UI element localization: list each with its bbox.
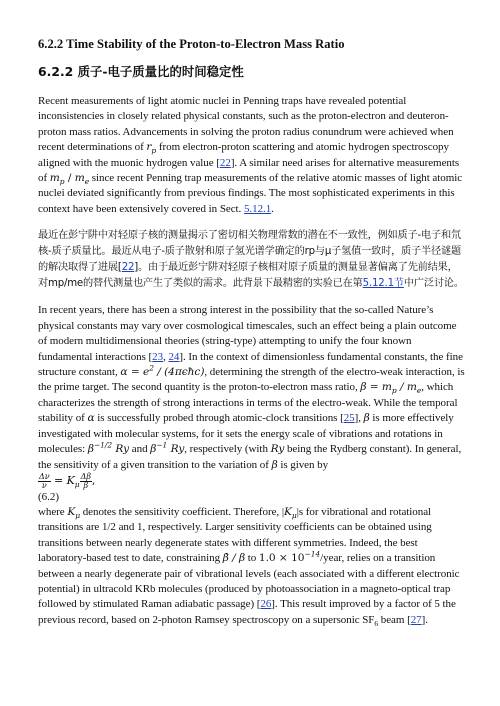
text: is more effectively investigated with molecular systems, for it sets the energy scale of vibrations and rotations in molecules:	[38, 412, 454, 456]
math-superscript: −1	[156, 440, 168, 450]
text: where	[38, 505, 68, 518]
math-rp	[146, 141, 157, 156]
citation-link[interactable]: 23	[152, 350, 164, 363]
math-subscript: e	[84, 177, 90, 187]
math-subscript: μ	[75, 511, 81, 521]
math-symbol: Ry	[167, 443, 185, 456]
text: , respectively (with	[184, 443, 271, 456]
fraction-numerator: Δν	[39, 471, 50, 481]
text: .	[271, 202, 274, 215]
citation-link[interactable]: 24	[168, 350, 180, 363]
math-subscript: μ	[291, 511, 297, 521]
math-subscript: μ	[74, 480, 80, 490]
math-limit-value	[258, 549, 321, 565]
text: In recent years, there has been a strong interest in the possibility that the so-called Nature’s physical constants may vary over cosmological timescales, such an effect being a plain outcome of modern multidimensional theories (string-type) attempting to unify the four known fundamental interactions [	[38, 304, 457, 363]
math-vibration-scale	[87, 440, 130, 456]
math-beta-definition	[360, 381, 422, 396]
math-mass-ratio	[49, 172, 90, 187]
text: , determining the strength of the electro-weak interaction, is the prime target. The second quantity is the proton-to-electron mass ratio,	[38, 366, 465, 394]
math-symbol: Ry	[112, 443, 130, 456]
document-page	[38, 30, 466, 639]
text: 中广泛讨论。	[403, 277, 464, 289]
citation-link[interactable]: 27	[410, 613, 422, 626]
text: ]. A similar need arises for alternative measurements of	[38, 156, 460, 185]
text: |s for vibrational and rotational transitions are 1/2 and 1, respectively. Larger sensitivity coefficients can be obtained using transitions between nearly degenerate states with different symmetries. Indeed, the best laboratory-based test to date, constraining	[38, 505, 432, 565]
fraction-numerator: Δβ	[80, 471, 91, 481]
math-superscript: −14	[304, 549, 321, 559]
text: since recent Penning trap measurements of the relative atomic masses of light atomic nuclei deviated significantly from previous findings. The most sophisticated experiments in this context have been extensively covered in Sect.	[38, 172, 463, 215]
math-symbol: / m	[396, 381, 417, 394]
math-symbol: α = e	[120, 366, 150, 379]
math-rotation-scale	[150, 440, 185, 456]
paragraph-2-en	[38, 303, 466, 489]
sf6-subscript: 6	[374, 618, 379, 628]
math-symbol: = K	[50, 474, 75, 488]
math-symbol: β	[87, 443, 94, 456]
text: 最近在彭宁阱中对轻原子核的测量揭示了密切相关物理常数的潜在不一致性，例如质子-电子和氘核-质子质量比。最近从电子-质子散射和原子氢光谱学确定的rp与μ子氢值一致时，质子半径谜题的解决取得了进展[	[38, 230, 461, 273]
text: denotes the sensitivity coefficient. Therefore, |	[80, 505, 284, 518]
citation-link[interactable]: 22	[121, 261, 135, 273]
math-alpha: α	[87, 412, 95, 425]
section-link[interactable]: 5.12.1节	[362, 277, 404, 289]
math-symbol: / (4πϵħc)	[153, 366, 205, 379]
citation-link[interactable]: 26	[260, 598, 272, 611]
section-heading-en: 6.2.2 Time Stability of the Proton-to-Electron Mass Ratio	[38, 37, 345, 51]
math-beta: β	[363, 412, 370, 425]
math-superscript: 2	[149, 363, 154, 373]
math-subscript: e	[416, 386, 422, 396]
citation-link[interactable]: 25	[343, 412, 355, 425]
math-k-mu	[283, 505, 297, 521]
math-beta-dot-ratio: β̇ / β	[222, 552, 246, 565]
text: from electron-proton scattering and atomic hydrogen spectroscopy aligned with the muonic hydrogen value [	[38, 141, 449, 169]
text: ].	[421, 613, 428, 626]
math-symbol: β = m	[360, 381, 392, 394]
text: ]. This result improved by a factor of 5 the previous record, based on 2-photon Ramsey spectroscopy on a supersonic SF	[38, 598, 456, 626]
text: is successfully probed through atomic-clock transitions [	[94, 412, 344, 425]
math-rydberg: Ry	[270, 443, 285, 456]
text: ],	[354, 412, 364, 425]
text: being the Rydberg constant). In general, the sensitivity of a given transition to the variation of	[38, 443, 462, 471]
equation-number: (6.2)	[38, 490, 60, 503]
citation-link[interactable]: 22	[219, 156, 231, 169]
fraction-delta-nu	[38, 473, 51, 490]
fraction-denominator: β	[83, 480, 89, 490]
math-symbol: m	[74, 172, 85, 185]
equation-sensitivity	[38, 471, 96, 490]
math-symbol: β	[150, 443, 157, 456]
math-subscript: p	[59, 177, 65, 187]
paragraph-1-zh	[38, 228, 466, 291]
math-punctuation: ,	[91, 474, 96, 488]
paragraph-3-en	[38, 505, 466, 628]
math-symbol: K	[283, 505, 292, 518]
math-symbol: K	[67, 505, 76, 518]
text: to	[245, 552, 259, 565]
paragraph-1-en	[38, 94, 466, 217]
math-number: 1.0 × 10	[258, 552, 305, 565]
text: ]. In the context of dimensionless fundamental constants, the fine structure constant,	[38, 350, 463, 379]
math-beta: β	[271, 458, 278, 471]
text: Recent measurements of light atomic nuclei in Penning traps have revealed potential inconsistencies in closely related physical constants, such as the proton-electron and deuteron-proton mass ratios. Advancements in solving the proton radius conundrum were achieved when recent determinations of	[38, 95, 454, 154]
fraction-denominator: ν	[41, 480, 47, 490]
math-alpha-definition	[120, 363, 205, 379]
math-symbol: r	[146, 141, 152, 154]
section-link[interactable]: 5.12.1	[243, 202, 272, 215]
text: and	[129, 443, 151, 456]
text: , which characterizes the strength of strong interactions in terms of the electro-weak. While the temporal stability of	[38, 381, 458, 425]
math-subscript: p	[151, 146, 157, 156]
math-k-mu	[67, 505, 81, 521]
section-heading-zh: 6.2.2 质子-电子质量比的时间稳定性	[38, 64, 244, 79]
text: ]。由于最近彭宁阱对轻原子核相对原子质量的测量显著偏离了先前结果，对mp/me的替代测量也产生了类似的需求。此背景下最精密的实验已在第	[38, 261, 458, 289]
math-subscript: p	[391, 386, 397, 396]
text: /year, relies on a transition between a nearly degenerate pair of vibrational levels (each associated with a different electronic potential) in ultracold KRb molecules (produced by photoassociation in a magneto-optical trap followed by stimulated Raman adiabatic passage) [	[38, 552, 460, 611]
fraction-delta-beta	[80, 473, 92, 490]
text: ,	[163, 350, 169, 363]
math-symbol: m	[49, 172, 60, 185]
math-operator: /	[64, 172, 75, 185]
text: is given by	[277, 458, 329, 471]
math-superscript: −1/2	[93, 440, 113, 450]
text: beam [	[378, 613, 411, 626]
